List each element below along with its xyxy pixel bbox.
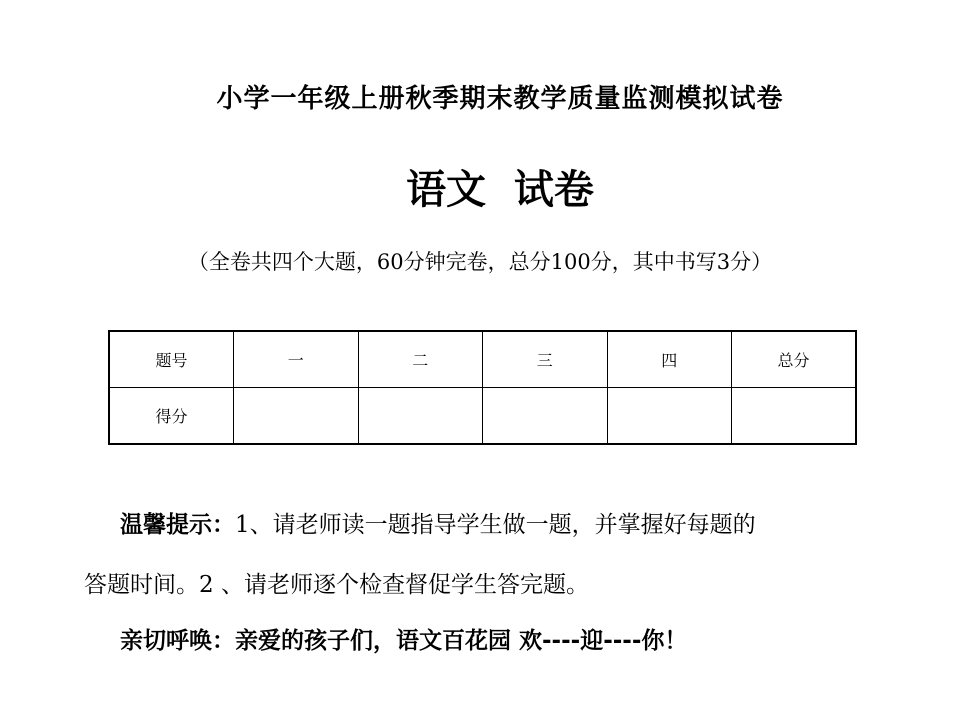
table-cell: 一 (234, 331, 359, 388)
score-cell (358, 388, 483, 445)
table-cell: 四 (607, 331, 732, 388)
greeting-label: 亲切呼唤： (120, 628, 235, 654)
score-cell (483, 388, 608, 445)
table-cell: 题号 (109, 331, 234, 388)
score-cell (732, 388, 857, 445)
score-cell (607, 388, 732, 445)
table-cell: 得分 (109, 388, 234, 445)
school-title: 小学一年级上册秋季期末教学质量监测模拟试卷 (216, 84, 784, 114)
subject-title: 语文 试卷 (406, 167, 594, 213)
score-cell (234, 388, 359, 445)
score-table (108, 330, 857, 445)
table-row (109, 388, 856, 445)
greeting-text: 亲爱的孩子们，语文百花园 欢----迎----你！ (235, 628, 688, 654)
tip-line-2: 答题时间。2 、请老师逐个检查督促学生答完题。 (84, 572, 589, 598)
tip-line-1 (120, 506, 756, 539)
table-cell: 三 (483, 331, 608, 388)
table-cell: 二 (358, 331, 483, 388)
tip-label: 温馨提示： (120, 512, 235, 538)
exam-info: （全卷共四个大题，60分钟完卷，总分100分，其中书写3分） (187, 250, 773, 274)
tip-text-1: 1、请老师读一题指导学生做一题，并掌握好每题的 (235, 512, 756, 538)
table-row (109, 331, 856, 388)
greeting (120, 622, 687, 655)
table-cell: 总分 (732, 331, 857, 388)
